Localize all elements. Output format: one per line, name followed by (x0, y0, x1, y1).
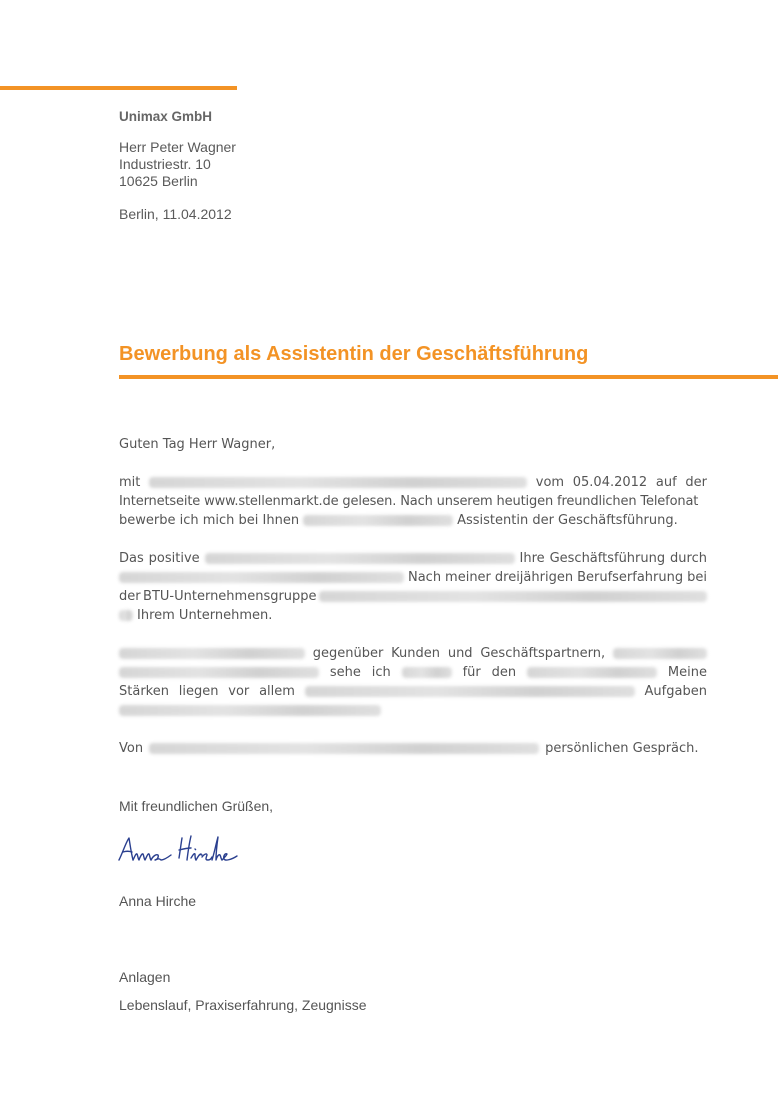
recipient-address (119, 139, 236, 190)
signature-name: Anna Hirche (119, 893, 197, 909)
paragraph-3-line-2 (119, 663, 707, 682)
redacted-text (119, 610, 133, 621)
redacted-text (402, 667, 452, 678)
recipient-street: Industriestr. 10 (119, 156, 211, 172)
text-run: Meine (667, 665, 707, 680)
redacted-text (119, 667, 319, 678)
text-run: Assistentin der Geschäftsführung. (457, 513, 678, 528)
text-run: bei (687, 570, 707, 585)
text-run: Von (119, 741, 144, 756)
subject-underline (119, 375, 778, 379)
redacted-text (613, 648, 707, 659)
text-run: liegen (178, 684, 219, 699)
text-run: auf (655, 475, 677, 490)
paragraph-4-line-1 (119, 739, 707, 758)
paragraph-2-line-4 (119, 606, 707, 625)
paragraph-1-line-1 (119, 473, 707, 492)
text-run: positive (148, 551, 200, 566)
text-run: ich (371, 665, 391, 680)
text-run: persönlichen Gespräch. (545, 741, 699, 756)
text-run: bewerbe ich mich bei Ihnen (119, 513, 300, 528)
paragraph-2-line-3 (119, 587, 707, 606)
text-run: Geschäftsführung (549, 551, 666, 566)
paragraph-3-line-4 (119, 701, 707, 720)
redacted-text (119, 705, 381, 716)
text-run: dreijährigen (494, 570, 574, 585)
paragraph-1-line-3 (119, 511, 707, 530)
text-run: Kunden (391, 646, 441, 661)
text-run: der (685, 475, 707, 490)
header-accent-rule (0, 86, 237, 90)
text-run: Stärken (119, 684, 169, 699)
text-run: Ihre (519, 551, 545, 566)
text-run: vor (228, 684, 250, 699)
redacted-text (319, 591, 707, 602)
text-run: durch (670, 551, 707, 566)
text-run: meiner (445, 570, 491, 585)
paragraph-3-line-3 (119, 682, 707, 701)
text-run: Geschäftspartnern, (480, 646, 606, 661)
text-run: Das (119, 551, 144, 566)
text-run: vom (535, 475, 565, 490)
text-run: Internetseite www.stellenmarkt.de gelesen. Nach unserem heutigen freundlichen Telefonat (119, 494, 699, 509)
text-run: den (491, 665, 517, 680)
text-run: 05.04.2012 (572, 475, 648, 490)
enclosures-list: Lebenslauf, Praxiserfahrung, Zeugnisse (119, 997, 367, 1013)
sender-company: Unimax GmbH (119, 109, 213, 124)
text-run: Berufserfahrung (577, 570, 684, 585)
paragraph-3-line-1 (119, 644, 707, 663)
redacted-text (119, 648, 305, 659)
text-run: allem (259, 684, 295, 699)
salutation: Guten Tag Herr Wagner, (119, 437, 276, 452)
recipient-name: Herr Peter Wagner (119, 139, 236, 155)
redacted-text (205, 553, 515, 564)
redacted-text (305, 686, 635, 697)
paragraph-2-line-2 (119, 568, 707, 587)
text-run: mit (119, 475, 141, 490)
text-run: sehe (329, 665, 361, 680)
redacted-text (119, 572, 404, 583)
recipient-city: 10625 Berlin (119, 173, 198, 189)
text-run: Aufgaben (644, 684, 707, 699)
redacted-text (149, 743, 539, 754)
paragraph-2-line-1 (119, 549, 707, 568)
text-run: Ihrem Unternehmen. (137, 608, 273, 623)
text-run: und (447, 646, 473, 661)
redacted-text (303, 515, 453, 526)
text-run: der (119, 589, 141, 604)
letter-subject: Bewerbung als Assistentin der Geschäftsführung (119, 343, 589, 365)
paragraph-1-line-2 (119, 492, 707, 511)
handwritten-signature (115, 830, 250, 870)
closing-phrase: Mit freundlichen Grüßen, (119, 798, 274, 814)
redacted-text (527, 667, 657, 678)
redacted-text (149, 477, 527, 488)
text-run: gegenüber (312, 646, 384, 661)
letter-date: Berlin, 11.04.2012 (119, 206, 232, 222)
text-run: für (462, 665, 481, 680)
text-run: Nach (407, 570, 442, 585)
enclosures-label: Anlagen (119, 969, 171, 985)
text-run: BTU-Unternehmensgruppe (143, 589, 317, 604)
